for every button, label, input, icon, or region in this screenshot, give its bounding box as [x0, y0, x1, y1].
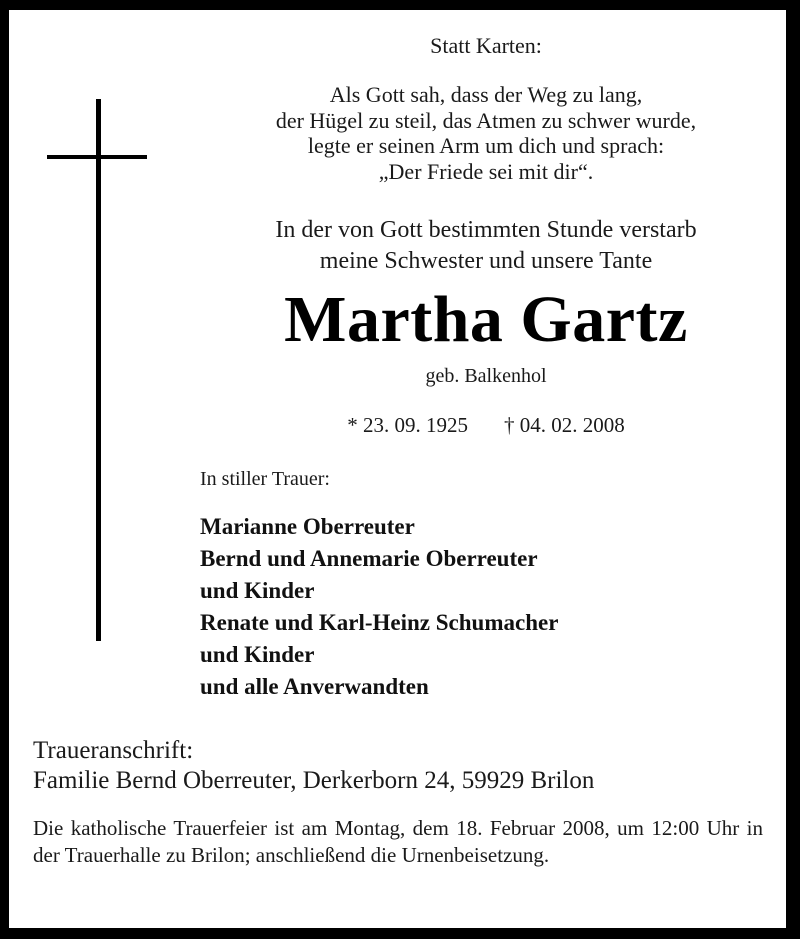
mourner-line: und alle Anverwandten	[200, 674, 429, 699]
death-date: † 04. 02. 2008	[504, 413, 625, 437]
intro-line: meine Schwester und unsere Tante	[319, 248, 653, 274]
mourner-line: Renate und Karl-Heinz Schumacher	[200, 610, 559, 635]
address-text: Familie Bernd Oberreuter, Derkerborn 24, 59929 Brilon	[33, 767, 595, 794]
cross-vertical-bar	[96, 99, 101, 641]
life-dates	[200, 412, 772, 438]
poem-line: legte er seinen Arm um dich und sprach:	[307, 133, 665, 158]
poem-line: der Hügel zu steil, das Atmen zu schwer wurde,	[275, 107, 697, 133]
deceased-name: Martha Gartz	[284, 283, 688, 356]
address-label: Traueranschrift:	[33, 737, 194, 764]
poem	[200, 82, 772, 184]
intro-text	[200, 215, 772, 277]
mourner-line: und Kinder	[200, 642, 315, 667]
mourner-line: Bernd und Annemarie Oberreuter	[200, 546, 538, 571]
mourning-label: In stiller Trauer:	[200, 468, 330, 490]
header-title: Statt Karten:	[430, 33, 542, 58]
poem-line: Als Gott sah, dass der Weg zu lang,	[329, 82, 643, 107]
birth-date: * 23. 09. 1925	[347, 413, 468, 437]
service-notice: Die katholische Trauerfeier ist am Montag, dem 18. Februar 2008, um 12:00 Uhr in der Trauerhalle zu Brilon; anschließend die Urnenbeisetzung.	[33, 816, 763, 867]
intro-line: In der von Gott bestimmten Stunde verstarb	[275, 217, 697, 243]
cross-horizontal-bar	[47, 155, 147, 159]
mourner-line: und Kinder	[200, 578, 315, 603]
poem-line: „Der Friede sei mit dir“.	[378, 158, 594, 184]
mourners-list	[200, 511, 558, 703]
maiden-name: geb. Balkenhol	[425, 365, 547, 387]
mourner-line: Marianne Oberreuter	[200, 514, 415, 539]
